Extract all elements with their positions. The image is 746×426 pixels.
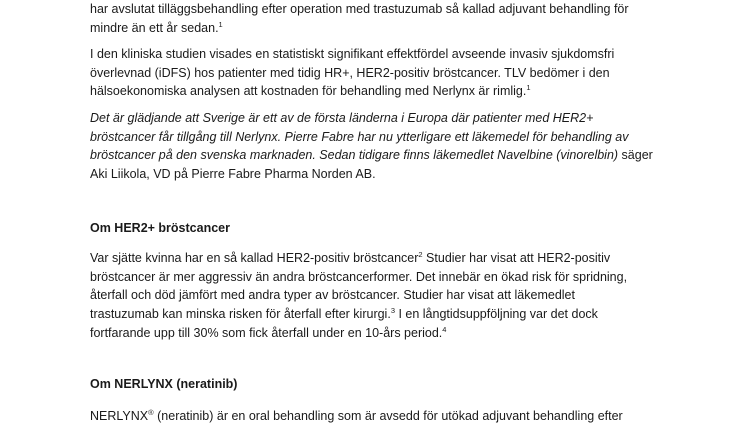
her2-line2: bröstcancer är mer aggressiv än andra bröstcancerformer. Det innebär en ökad risk för spridning, [90,269,628,284]
her2-line4b: I en långtidsuppföljning var det dock [394,307,598,322]
her2-line1: Var sjätte kvinna har en så kallad HER2-positiv bröstcancer [90,251,419,265]
her2-line5: fortfarande upp till 30% som fick återfall under en 10-års period. [90,325,443,340]
paragraph-adjuvant-line1: har avslutat tilläggsbehandling efter operation med trastuzumab så kallad adjuvant behandling för [90,2,629,16]
footnote-ref: 1 [218,19,223,29]
paragraph-adjuvant-line2: mindre än ett år sedan. [90,20,219,35]
paragraph-quote [90,109,690,184]
quote-text: Det är glädjande att Sverige är ett av de första länderna i Europa där patienter med HER2+ bröstcancer får tillgång till Nerlynx. Pierre Fabre har nu ytterligare ett läkemedel för behandling av bröstcancer på den svenska marknaden. Sedan tidigare finns läkemedlet Navelbine (vinorelbin) [90,111,629,163]
paragraph-nerlynx [90,407,690,426]
her2-line1b: Studier har visat att HER2-positiv [422,251,611,265]
quote-attribution-inline: säger [618,148,653,163]
her2-line3: återfall och död jämfört med andra typer av bröstcancer. Studier har visat att läkemedlet [90,288,575,303]
paragraph-clinical-study-text: I den kliniska studien visades en statistiskt signifikant effektfördel avseende invasiv sjukdomsfri överlevnad (iDFS) hos patienter med tidig HR+, HER2-positiv bröstcancer. TLV bedömer i den hälsoekonomiska analysen att kostnaden för behandling med Nerlynx är rimlig. [90,47,615,99]
quote-attribution: Aki Liikola, VD på Pierre Fabre Pharma Norden AB. [90,167,376,182]
paragraph-her2 [90,249,690,343]
heading-her2-breast-cancer: Om HER2+ bröstcancer [90,221,230,235]
nerlynx-line1: (neratinib) är en oral behandling som är avsedd för utökad adjuvant behandling efter [153,409,623,423]
footnote-ref: 1 [526,83,531,93]
registered-mark: ® [148,408,154,417]
her2-line4: trastuzumab kan minska risken för återfall efter kirurgi. [90,307,391,322]
footnote-ref: 2 [418,250,423,259]
paragraph-clinical-study [90,45,690,101]
heading-nerlynx: Om NERLYNX (neratinib) [90,377,238,391]
nerlynx-name: NERLYNX [90,409,149,423]
paragraph-adjuvant [90,0,690,37]
footnote-ref: 3 [390,306,395,316]
footnote-ref: 4 [442,324,447,334]
